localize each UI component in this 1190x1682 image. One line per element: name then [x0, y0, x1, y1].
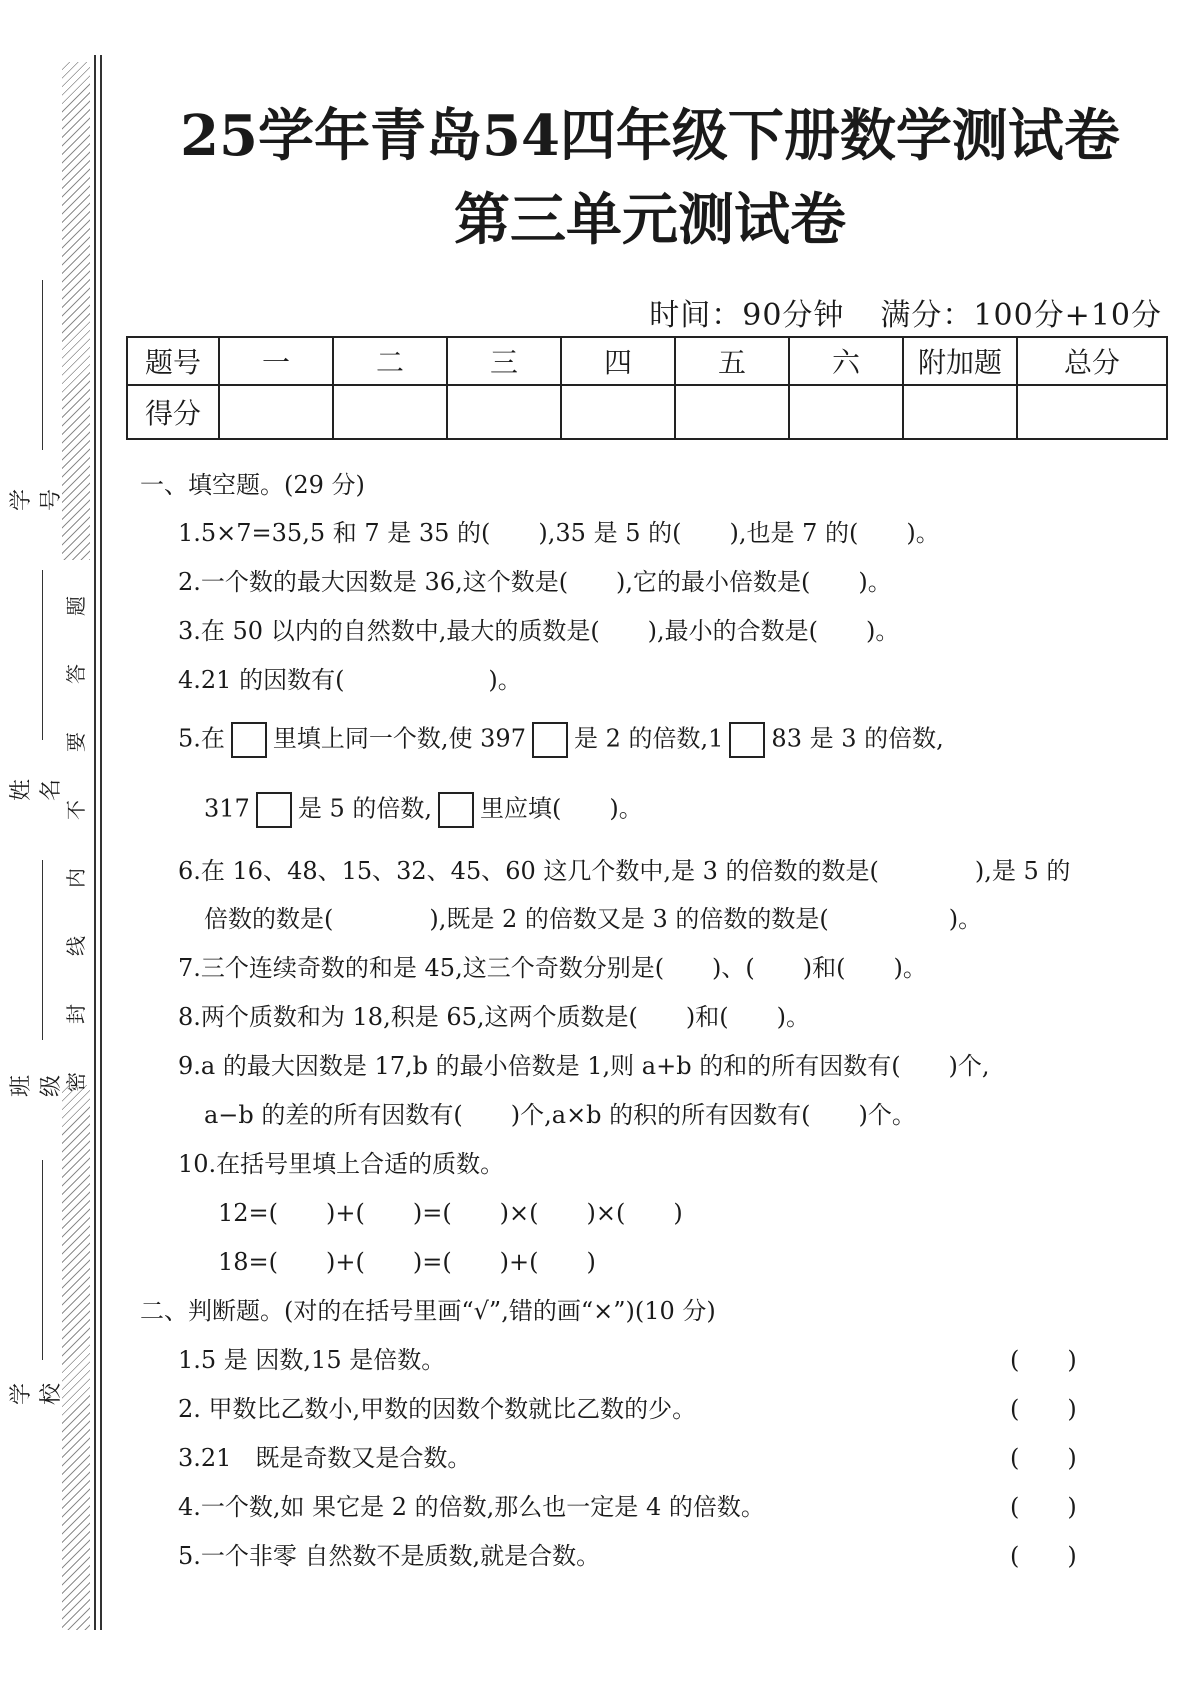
judgement-item-5: 5.一个非零 自然数不是质数,就是合数。 — [178, 1542, 601, 1570]
margin-rule — [94, 55, 96, 1630]
answer-paren[interactable]: ( ) — [1010, 1444, 1077, 1472]
answer-box[interactable] — [729, 722, 765, 758]
label-name: 姓名 — [9, 779, 64, 802]
q5-text: 317 — [204, 794, 250, 823]
score-table-header-cell: 附加题 — [903, 337, 1017, 385]
question-10: 10.在括号里填上合适的质数。 — [178, 1150, 505, 1178]
answer-paren[interactable]: ( ) — [1010, 1493, 1077, 1521]
answer-box[interactable] — [532, 722, 568, 758]
seal-char: 要 — [64, 732, 88, 752]
label-student-id: 学号 — [9, 489, 64, 512]
score-table-header-cell: 一 — [219, 337, 333, 385]
exam-title: 25学年青岛54四年级下册数学测试卷 — [180, 103, 1120, 169]
question-1: 1.5×7=35,5 和 7 是 35 的( ),35 是 5 的( ),也是 7 的( )。 — [178, 519, 940, 547]
seal-char: 不 — [64, 800, 88, 820]
answer-paren[interactable]: ( ) — [1010, 1346, 1077, 1374]
question-6-line-2: 倍数的数是( ),既是 2 的倍数又是 3 的倍数的数是( )。 — [204, 905, 983, 933]
seal-char: 密 — [64, 1072, 88, 1092]
score-table-header-cell: 总分 — [1017, 337, 1167, 385]
score-table-header-cell: 三 — [447, 337, 561, 385]
full-score: 满分：100分+10分 — [880, 298, 1162, 333]
fill-line-name — [42, 570, 43, 740]
score-table-header-cell: 四 — [561, 337, 675, 385]
judgement-item-3: 3.21 既是奇数又是合数。 — [178, 1444, 472, 1472]
question-10-eq-2: 18=( )+( )=( )+( ) — [218, 1248, 596, 1276]
answer-paren[interactable]: ( ) — [1010, 1542, 1077, 1570]
question-6-line-1: 6.在 16、48、15、32、45、60 这几个数中,是 3 的倍数的数是( ),是 5 的 — [178, 857, 1071, 885]
section2-heading: 二、判断题。(对的在括号里画“√”,错的画“×”)(10 分) — [140, 1297, 716, 1325]
score-table-header-cell: 五 — [675, 337, 789, 385]
answer-box[interactable] — [256, 792, 292, 828]
seal-char: 内 — [64, 868, 88, 888]
label-class: 班级 — [9, 1075, 64, 1098]
question-5-line-2 — [204, 792, 643, 828]
q5-text: 里填上同一个数,使 397 — [272, 724, 526, 753]
question-8: 8.两个质数和为 18,积是 65,这两个质数是( )和( )。 — [178, 1003, 810, 1031]
score-table-header-cell: 六 — [789, 337, 903, 385]
question-2: 2.一个数的最大因数是 36,这个数是( ),它的最小倍数是( )。 — [178, 568, 892, 596]
exam-subtitle: 第三单元测试卷 — [454, 187, 846, 253]
score-cell[interactable] — [561, 385, 675, 439]
score-cell[interactable] — [903, 385, 1017, 439]
answer-box[interactable] — [438, 792, 474, 828]
question-4: 4.21 的因数有( )。 — [178, 666, 522, 694]
seal-char: 题 — [64, 596, 88, 616]
exam-meta — [613, 290, 1162, 334]
q5-text: 里应填( )。 — [479, 794, 643, 823]
score-cell[interactable] — [789, 385, 903, 439]
answer-box[interactable] — [231, 722, 267, 758]
time-limit: 时间：90分钟 — [649, 298, 845, 333]
score-table-header-row — [127, 337, 1167, 385]
binding-margin — [0, 0, 110, 1682]
score-cell[interactable] — [675, 385, 789, 439]
label-school: 学校 — [9, 1383, 64, 1406]
question-9-line-1: 9.a 的最大因数是 17,b 的最小倍数是 1,则 a+b 的和的所有因数有( )个, — [178, 1052, 990, 1080]
answer-paren[interactable]: ( ) — [1010, 1395, 1077, 1423]
q5-text: 83 是 3 的倍数, — [771, 724, 944, 753]
question-10-eq-1: 12=( )+( )=( )×( )×( ) — [218, 1199, 683, 1227]
seal-char: 线 — [64, 936, 88, 956]
judgement-item-4: 4.一个数,如 果它是 2 的倍数,那么也一定是 4 的倍数。 — [178, 1493, 765, 1521]
score-table — [126, 336, 1168, 440]
question-3: 3.在 50 以内的自然数中,最大的质数是( ),最小的合数是( )。 — [178, 617, 900, 645]
score-row-label: 得分 — [127, 385, 219, 439]
judgement-item-1: 1.5 是 因数,15 是倍数。 — [178, 1346, 446, 1374]
margin-rule — [100, 55, 102, 1630]
score-cell[interactable] — [219, 385, 333, 439]
seal-char: 封 — [64, 1004, 88, 1024]
hatch-strip — [62, 1085, 90, 1630]
score-table-header-cell: 二 — [333, 337, 447, 385]
section1-heading: 一、填空题。(29 分) — [140, 471, 365, 499]
fill-line-school — [42, 1160, 43, 1360]
score-cell[interactable] — [447, 385, 561, 439]
fill-line-class — [42, 860, 43, 1040]
score-table-header-cell: 题号 — [127, 337, 219, 385]
question-9-line-2: a−b 的差的所有因数有( )个,a×b 的积的所有因数有( )个。 — [204, 1101, 916, 1129]
score-cell[interactable] — [1017, 385, 1167, 439]
q5-text: 5.在 — [178, 724, 225, 753]
score-table-score-row — [127, 385, 1167, 439]
question-7: 7.三个连续奇数的和是 45,这三个奇数分别是( )、( )和( )。 — [178, 954, 927, 982]
fill-line-student-id — [42, 280, 43, 450]
seal-char: 答 — [64, 664, 88, 684]
question-5-line-1 — [178, 722, 944, 758]
score-cell[interactable] — [333, 385, 447, 439]
q5-text: 是 2 的倍数,1 — [573, 724, 724, 753]
judgement-item-2: 2. 甲数比乙数小,甲数的因数个数就比乙数的少。 — [178, 1395, 697, 1423]
q5-text: 是 5 的倍数, — [297, 794, 432, 823]
